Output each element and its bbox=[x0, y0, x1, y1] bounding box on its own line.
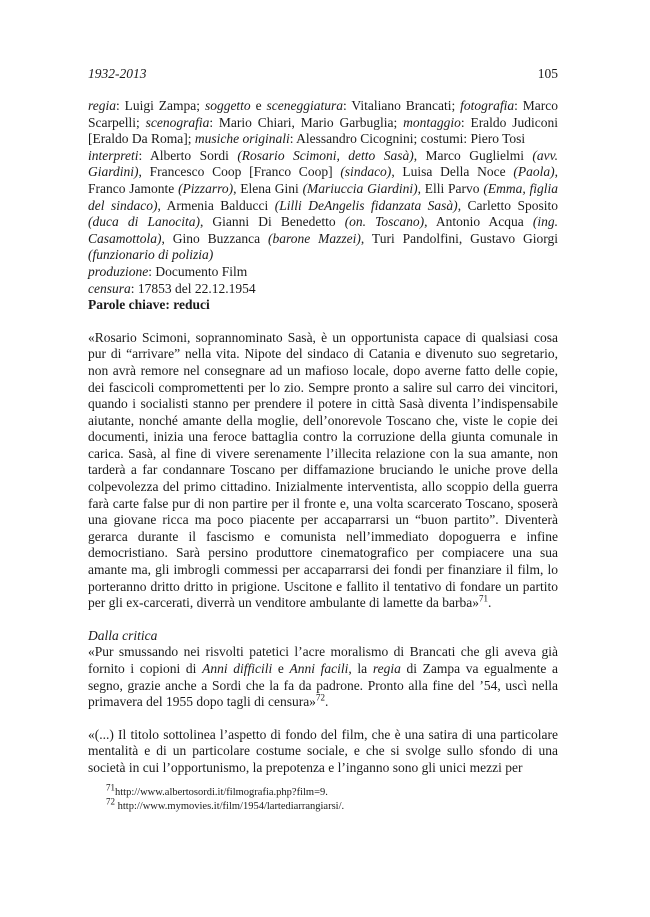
running-header bbox=[88, 66, 558, 82]
credits-censorship: censura: 17853 del 22.12.1954 bbox=[88, 280, 256, 296]
footnote-ref: 72 bbox=[315, 692, 325, 703]
footnote-ref: 71 bbox=[478, 593, 488, 604]
footnote-link[interactable]: http://www.mymovies.it/film/1954/lartediarrangiarsi/. bbox=[115, 801, 345, 812]
keywords: Parole chiave: reduci bbox=[88, 297, 210, 313]
footnotes bbox=[106, 782, 566, 814]
credits-production: produzione: Documento Film bbox=[88, 263, 248, 279]
footnote-link[interactable]: http://www.albertosordi.it/filmografia.php?film=9. bbox=[115, 787, 328, 798]
credits-cast: interpreti: Alberto Sordi (Rosario Scimoni, detto Sasà), Marco Guglielmi (avv. Giardini), Francesco Coop [Franco Coop] (sindaco), Luisa Della Noce (Paola), Franco Jamonte (Pizzarro), Elena Gini (Mariuccia Giardini), Elli Parvo (Emma, figlia del sindaco), Armenia Balducci (Lilli DeAngelis fidanzata Sasà), Carletto Sposito (duca di Lanocita), Gianni Di Benedetto (on. Toscano), Antonio Acqua (ing. Casamottola), Gino Buzzanca (barone Mazzei), Turi Pandolfini, Gustavo Giorgi (funzionario di polizia) bbox=[88, 147, 559, 263]
critica-paragraph-2: «(...) Il titolo sottolinea l’aspetto di fondo del film, che è una satira di una particolare mentalità e di un particolare costume sociale, e che si svolge sullo sfondo di una società in cui l’opportunismo, la prepotenza e l’inganno sono gli unici mezzi per bbox=[88, 726, 558, 775]
footnote: $^{71}$http://www.albertosordi.it/filmografia.php?film=9. bbox=[106, 782, 328, 798]
section-title-critica: Dalla critica bbox=[88, 627, 158, 643]
running-header-years: 1932-2013 bbox=[88, 66, 147, 81]
credit-label: regia bbox=[88, 98, 116, 113]
footnote: $^{72}$ http://www.mymovies.it/film/1954/lartediarrangiarsi/. bbox=[106, 796, 345, 812]
page-number: 105 bbox=[537, 66, 558, 81]
credits-crew: regia: Luigi Zampa; soggetto e sceneggiatura: Vitaliano Brancati; fotografia: Marco Scarpelli; scenografia: Mario Chiari, Mario Garbuglia; montaggio: Eraldo Judiconi [Eraldo Da Roma]; musiche originali: Alessandro Cicognini; costumi: Piero Tosi bbox=[88, 98, 559, 147]
film-credits bbox=[88, 98, 558, 314]
page-body bbox=[88, 66, 558, 777]
critica-paragraph-1: «Pur smussando nei risvolti patetici l’acre moralismo di Brancati che gli aveva già fornito i copioni di Anni difficili e Anni facili, la regia di Zampa va egualmente a segno, grazie anche a Sordi che la fa da padrone. Pronto alla fine del ’54, uscì nella primavera del 1955 dopo tagli di censura»$^{72}$. bbox=[88, 644, 558, 710]
synopsis-paragraph: «Rosario Scimoni, soprannominato Sasà, è un opportunista capace di qualsiasi cosa pur di “arrivare” nella vita. Nipote del sindaco di Catania e divenuto suo segretario, non avrà remore nel consegnare ad un mafioso locale, dopo averne fatto delle copie, dei fascicoli compromettenti per lo zio. Sempre pronto a salire sul carro dei vincitori, quando i socialisti stanno per prendere il potere in città Sasà diventa l’indispensabile aiutante, nonché amante della moglie, dell’onorevole Toscano che, viste le copie dei documenti, inizia una feroce battaglia contro la corruzione della giunta comunale in carica. Sasà, al fine di vivere serenamente l’illecita relazione con la sua amante, non tarderà a far condannare Toscano per diffamazione bruciando le uniche prove della colpevolezza del primo cittadino. Inizialmente interventista, allo scoppio della guerra farà carte false pur di non partire per il fronte e, una volta scarcerato Toscano, sposerà una giovane ricca ma poco piacente per accaparrarsi un “buon partito”. Diventerà gerarca durante il fascismo e comunista nell’immediato dopoguerra e infine democristiano. Sarà persino produttore cinematografico per compiacere una sua amante ma, gli imbrogli commessi per accaparrarsi dei fondi per finanziare il film, lo porteranno dritto dritto in prigione. Uscitone e fallito il tentativo di fondare un partito per gli ex-carcerati, diverrà un venditore ambulante di lamette da barba»$^{71}$. bbox=[88, 329, 558, 611]
